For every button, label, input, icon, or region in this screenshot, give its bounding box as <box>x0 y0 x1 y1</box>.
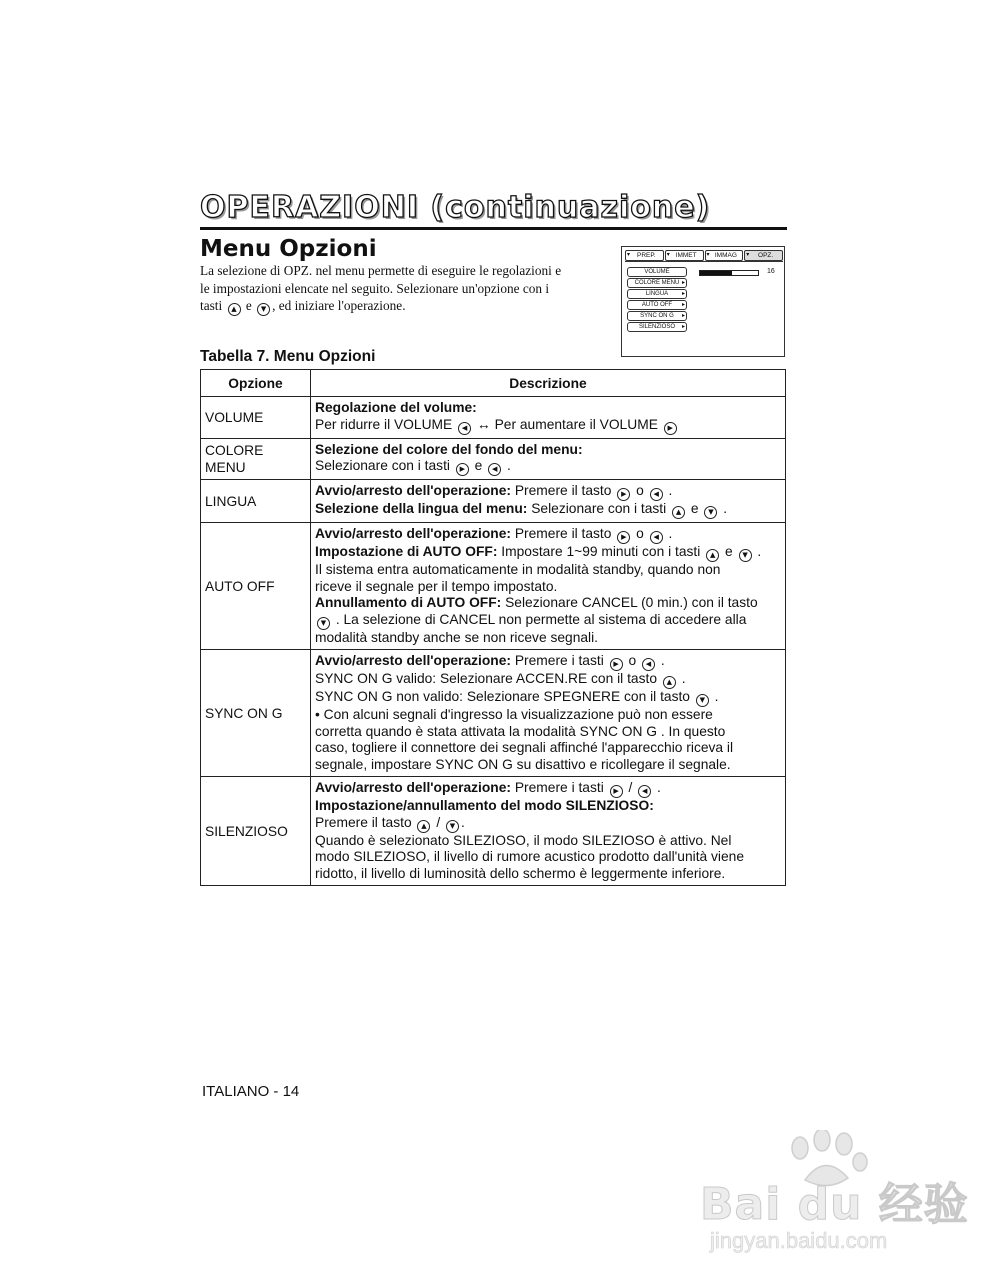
option-cell: AUTO OFF <box>201 523 311 650</box>
desc-bold: Impostazione di AUTO OFF: <box>315 544 498 559</box>
osd-item-colore-menu: COLORE MENU ▸ <box>627 278 687 288</box>
right-arrow-key-icon: ▶ <box>617 488 630 501</box>
description-cell <box>311 438 786 480</box>
desc-text: ↔ Per aumentare il VOLUME <box>476 416 658 432</box>
osd-tabs <box>625 250 783 260</box>
desc-text: . <box>723 501 728 516</box>
left-arrow-key-icon: ◀ <box>638 785 651 798</box>
desc-text: SYNC ON G non valido: Selezionare SPEGNERE con il tasto <box>315 689 690 704</box>
description-line <box>315 595 781 612</box>
desc-text: Impostare 1~99 minuti con i tasti <box>501 544 701 559</box>
desc-text: Selezionare con i tasti <box>531 501 667 516</box>
description-cell <box>311 397 786 439</box>
osd-volume-bar <box>699 270 759 276</box>
osd-menu-illustration <box>621 246 785 357</box>
down-arrow-key-icon: ▼ <box>696 694 709 707</box>
watermark-logo-text: Bai du 经验 <box>700 1179 969 1230</box>
description-line <box>315 544 781 562</box>
up-arrow-key-icon: ▲ <box>663 676 676 689</box>
description-cell <box>311 777 786 886</box>
description-line <box>315 689 781 707</box>
desc-text: . <box>714 689 719 704</box>
desc-bold: Avvio/arresto dell'operazione: <box>315 526 511 541</box>
table-row <box>201 438 786 480</box>
intro-text: tasti <box>200 298 223 313</box>
left-arrow-key-icon: ◀ <box>488 463 501 476</box>
desc-text: o <box>628 653 637 668</box>
desc-bold: Annullamento di AUTO OFF: <box>315 595 502 610</box>
down-arrow-key-icon: ▼ <box>317 617 330 630</box>
desc-text: Premere il tasto <box>315 814 412 830</box>
left-arrow-key-icon: ◀ <box>642 658 655 671</box>
left-arrow-key-icon: ◀ <box>650 531 663 544</box>
option-cell: LINGUA <box>201 480 311 523</box>
left-arrow-key-icon: ◀ <box>458 422 471 435</box>
intro-line <box>200 297 610 316</box>
intro-text: e <box>245 298 252 313</box>
desc-text: e <box>474 458 483 473</box>
description-line <box>315 417 781 435</box>
osd-volume-value: 16 <box>767 268 775 275</box>
table-row <box>201 777 786 886</box>
desc-bold: Avvio/arresto dell'operazione: <box>315 653 511 668</box>
header-divider <box>200 227 787 230</box>
down-arrow-key-icon: ▼ <box>704 506 717 519</box>
osd-item-list <box>627 267 687 333</box>
description-line <box>315 483 781 501</box>
up-arrow-key-icon: ▲ <box>672 506 685 519</box>
desc-text: . <box>668 483 673 498</box>
up-arrow-key-icon: ▲ <box>228 303 241 316</box>
description-line <box>315 780 781 798</box>
description-line: corretta quando è stata attivata la modalità SYNC ON G . In questo <box>315 723 726 739</box>
desc-text: . <box>461 814 465 830</box>
intro-text: , ed iniziare l'operazione. <box>272 298 406 313</box>
table-row <box>201 397 786 439</box>
up-arrow-key-icon: ▲ <box>417 820 430 833</box>
desc-text: Per ridurre il VOLUME <box>315 416 453 432</box>
table-header-row <box>201 370 786 397</box>
description-line: modalità standby anche se non riceve segnali. <box>315 629 599 645</box>
description-line <box>315 653 781 671</box>
desc-text: SYNC ON G valido: Selezionare ACCEN.RE con il tasto <box>315 671 657 686</box>
desc-text: . <box>507 458 511 473</box>
watermark-url: jingyan.baidu.com <box>710 1228 888 1253</box>
desc-text: / <box>628 780 633 795</box>
description-line <box>315 526 781 544</box>
right-arrow-key-icon: ▶ <box>610 785 623 798</box>
table-caption: Tabella 7. Menu Opzioni <box>200 348 376 365</box>
option-cell: SYNC ON G <box>201 650 311 777</box>
osd-tab-prep: ▾ PREP. <box>625 250 664 261</box>
description-line: Selezione del colore del fondo del menu: <box>315 441 583 457</box>
description-line: Il sistema entra automaticamente in modalità standby, quando non <box>315 562 721 577</box>
right-arrow-key-icon: ▶ <box>617 531 630 544</box>
osd-item-auto-off: AUTO OFF ▸ <box>627 300 687 310</box>
description-line: Quando è selezionato SILEZIOSO, il modo SILEZIOSO è attivo. Nel <box>315 832 732 848</box>
intro-line: La selezione di OPZ. nel menu permette di eseguire le regolazioni e <box>200 263 562 278</box>
description-line: riceve il segnale per il tempo impostato. <box>315 578 558 594</box>
right-arrow-key-icon: ▶ <box>610 658 623 671</box>
desc-text: Selezionare con i tasti <box>315 458 450 473</box>
description-line <box>315 612 781 630</box>
description-line: • Con alcuni segnali d'ingresso la visualizzazione può non essere <box>315 707 713 722</box>
page-header-title: OPERAZIONI (continuazione) <box>200 190 711 225</box>
page-footer: ITALIANO - 14 <box>202 1083 300 1100</box>
option-text: MENU <box>205 459 246 475</box>
left-arrow-key-icon: ◀ <box>650 488 663 501</box>
option-cell: VOLUME <box>201 397 311 439</box>
desc-text: e <box>690 501 699 516</box>
option-text: COLORE <box>205 442 264 458</box>
desc-text: o <box>636 526 644 541</box>
description-line: Impostazione/annullamento del modo SILENZIOSO: <box>315 798 654 813</box>
desc-bold: Avvio/arresto dell'operazione: <box>315 780 511 795</box>
osd-tab-immag: ▾ IMMAG <box>705 250 744 261</box>
description-cell <box>311 650 786 777</box>
description-cell <box>311 523 786 650</box>
desc-text: . <box>681 671 686 686</box>
desc-text: e <box>724 544 733 559</box>
description-line <box>315 458 781 476</box>
desc-text: Premere i tasti <box>514 653 604 668</box>
desc-text: . <box>668 526 673 541</box>
down-arrow-key-icon: ▼ <box>739 549 752 562</box>
description-line: modo SILEZIOSO, il livello di rumore acustico prodotto dall'unità viene <box>315 849 745 864</box>
baidu-watermark <box>700 1130 969 1270</box>
desc-text: . La selezione di CANCEL non permette al sistema di accedere alla <box>335 611 747 627</box>
osd-item-silenzioso: SILENZIOSO ▸ <box>627 322 687 332</box>
osd-item-lingua: LINGUA ▸ <box>627 289 687 299</box>
up-arrow-key-icon: ▲ <box>706 549 719 562</box>
osd-item-volume: VOLUME <box>627 267 687 277</box>
description-line <box>315 501 781 519</box>
desc-text: Premere il tasto <box>514 483 612 498</box>
osd-tab-underline <box>625 261 783 262</box>
desc-text: . <box>657 780 661 795</box>
table-row <box>201 480 786 523</box>
description-line: segnale, impostare SYNC ON G su disattivo e ricollegare il segnale. <box>315 756 731 772</box>
right-arrow-key-icon: ▶ <box>456 463 469 476</box>
header-description: Descrizione <box>311 370 786 397</box>
right-arrow-key-icon: ▶ <box>664 422 677 435</box>
desc-text: . <box>757 544 762 559</box>
desc-text: Premere i tasti <box>514 780 604 795</box>
desc-text: o <box>636 483 644 498</box>
header-option: Opzione <box>201 370 311 397</box>
desc-text: / <box>436 814 441 830</box>
description-line: caso, togliere il connettore dei segnali affinché l'apparecchio riceva il <box>315 740 734 755</box>
desc-bold: Avvio/arresto dell'operazione: <box>315 483 511 498</box>
description-cell <box>311 480 786 523</box>
osd-tab-opz: ▾ OPZ. <box>744 250 783 261</box>
description-line: Regolazione del volume: <box>315 400 477 415</box>
table-row <box>201 650 786 777</box>
osd-item-sync-on-g: SYNC ON G ▸ <box>627 311 687 321</box>
down-arrow-key-icon: ▼ <box>257 303 270 316</box>
desc-text: Selezionare CANCEL (0 min.) con il tasto <box>505 595 758 610</box>
desc-text: Premere il tasto <box>514 526 612 541</box>
description-line: ridotto, il livello di luminosità dello schermo è leggermente inferiore. <box>315 865 726 881</box>
down-arrow-key-icon: ▼ <box>446 820 459 833</box>
desc-text: . <box>660 653 665 668</box>
section-title: Menu Opzioni <box>200 236 377 262</box>
osd-tab-immet: ▾ IMMET <box>665 250 704 261</box>
option-cell: SILENZIOSO <box>201 777 311 886</box>
table-row <box>201 523 786 650</box>
intro-paragraph <box>200 262 610 316</box>
intro-line: le impostazioni elencate nel seguito. Selezionare un'opzione con i <box>200 280 550 296</box>
description-line <box>315 815 781 833</box>
description-line <box>315 671 781 689</box>
desc-bold: Selezione della lingua del menu: <box>315 501 528 516</box>
osd-volume-bar-fill <box>700 271 732 275</box>
option-cell <box>201 438 311 480</box>
options-table <box>200 369 786 886</box>
